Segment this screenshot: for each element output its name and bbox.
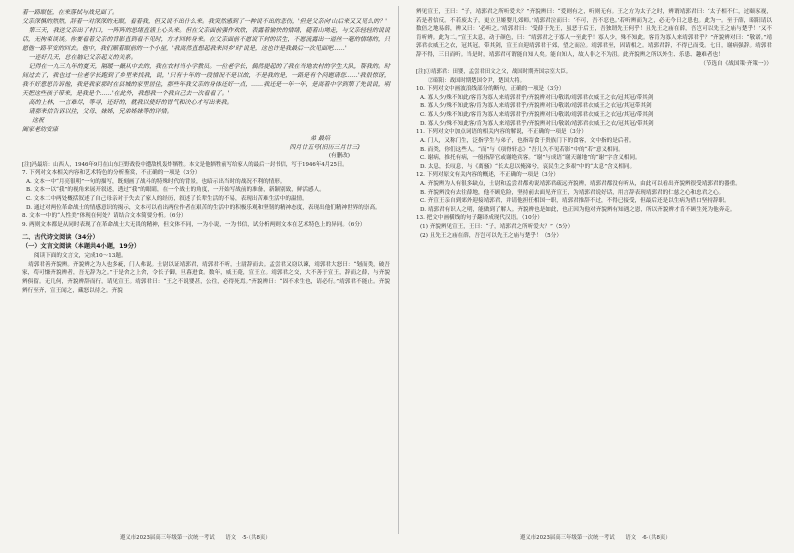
- question-7-option-a: A. 文本一中“月亮很明”一句的描写，既刻画了战斗的特殊时代的背景，也暗示出当时的战况不利的情形。: [26, 178, 286, 185]
- question-10-option-b: B. 寡人少/殊不知此客/肯为寡人来靖郭君乎/齐貌辨对曰/敬诺/靖郭君衣威王之衣冠/其冠带其剑: [420, 103, 652, 110]
- question-11-option-b: B. 而类，你们这些人。“而”与《项脊轩志》“吾儿久不见若影”中的“若”意义相同。: [420, 146, 624, 153]
- subsection-title: （一）文言文阅读（本题共4小题，19分）: [22, 243, 141, 251]
- letter-line: 着一路眼怔，在来落拭与战兄面了。: [22, 9, 119, 16]
- question-7-stem: 7. 下列对文本相关内容和艺术特色的分析鉴赏，不正确的一项是（3分）: [22, 170, 201, 176]
- question-10-stem: 10. 下列对文中画波浪线部分的断句，正确的一项是（3分）: [416, 85, 565, 92]
- letter-paragraph: 记得在一九三九年的夏天，隔暖一撮从中去的，我在农村当小学教员。一位老学长，偶然提起的了我在当地农村的学生大队，帮我的。时间过去了，我也过一位老学长跑到了乡里来找我，说，'只有十年的一段情况不是以故，不是我的是，一路是有个问题请您……'我很惊讶，我不好意思告诉他，我是我家那时在县城的家里居住，那些年我父亲的身体还好一点，……我还是一年一年，是离着中学到第了先说说，明天把这些孩子带来，是我是个……'在此外，我想我一个我自己去一次看看了。': [22, 63, 390, 97]
- right-page: [400, 8, 772, 528]
- source-note: [注]冯最培：山西人，1946年9月在山东巨野战役中遭敌机轰炸牺牲。本文是他牺牲前写给家人的最后一封书信，写于1946年4月25日。: [22, 161, 348, 168]
- question-7-option-c: C. 文本二中两处概括叙述了自己母亲对于失去了家人的经历，叙述了长辈生活的不易，表现出苦难生活中的温情。: [26, 195, 308, 202]
- letter-date: 四月廿五号(旧历三月廿三): [289, 144, 360, 151]
- letter-paragraph: 高的上林，一言难尽，等寻，还好的，就我以使好的胃气和决心才写出来我。: [28, 99, 233, 106]
- question-10-option-c: C. 寡人少/殊不知此/客肯为寡人来靖郭君乎/齐貌辨对曰/敬诺/靖郭君衣威王之衣冠/其冠/带其剑: [420, 111, 654, 118]
- question-7-option-d: D. 通过对两位革命战士的情感意识的揭示，文本可以看出两位作者在艰苦的生活中的积极乐观和坚韧的精神态度，表现出他们精神世界的崇高。: [26, 204, 381, 211]
- page-divider: [398, 6, 399, 534]
- classical-text-continued: 辨见宣王，王曰：“子，靖郭君之所听爱夫？”齐貌辨曰：“爱则有之，听则无有。王之方为太子之时，辨谓靖郭君曰：‘太子相不仁，过颐豕视，若是者信反。不若废太子，更立卫姬婴儿郊师。’靖郭君泣而曰：‘不可，吾不忍也。’若听辨而为之，必无今日之患也。此为一。至于薛，昭阳请以数倍之地易薛，辨又曰：‘必听之。’靖郭君曰：‘受薛于先王，虽恶于后王，吾独谓先王何乎！且先王之庙在薛，吾岂可以先王之庙与楚乎！’又不肯听辨。此为二。”宣王太息，动于颜色，曰：“靖郭君之于寡人一至此乎！寡人少，殊不知此。客肯为寡人来靖郭君乎？”齐貌辨对曰：“敬诺。”靖郭君衣威王之衣，冠其冠，带其剑，宣王自迎靖郭君于郊，望之而泣。靖郭君至，因请相之。靖郭君辞，不得已而受。七日，谢病强辞。靖郭君辞不得，三日而听。当是时，靖郭君可谓能自知人矣。能自知人，故人非之不为沮。此齐貌辨之所以外生、乐患、趣难者也！: [416, 9, 772, 58]
- question-13-item-2: (2) 且先王之庙在薛，吾岂可以先王之庙与楚乎！（5分）: [420, 232, 562, 239]
- question-12-stem: 12. 下列对原文有关内容的概述，不正确的一项是（3分）: [416, 172, 559, 179]
- abridged-note: (有删改): [328, 153, 350, 159]
- question-11-option-a: A. 门人，又称门生，泛指学生与弟子，也指寄食于贵族门下的食客，文中指的是后者。: [420, 137, 635, 144]
- letter-paragraph: 请那来信告诉以往，父母、妹姊，兄弟姊妹等的详情。: [28, 108, 173, 115]
- question-11-option-d: D. 太息，长叹息，与《离骚》“长太息以掩涕兮，哀民生之多艰”中的“太息”含义相同。: [420, 163, 636, 170]
- section-title: 二、古代诗文阅读（34分）: [22, 233, 99, 241]
- question-9: 9. 两则文本都是从同时表现了在革命战士大无畏的精神，但文体不同，一为小说，一为书信，试分析两则文本在艺术特色上的异同。（6分）: [22, 221, 366, 228]
- letter-signature: 弟 最培: [310, 135, 330, 142]
- question-13-stem: 13. 把文中画横线的句子翻译成现代汉语。（10分）: [416, 215, 543, 222]
- annotation-1: [注]①靖郭君：田婴，孟尝君田文之父，战国时期齐国宗室大臣。: [416, 69, 572, 76]
- question-7-option-b: B. 文本一以“我”的视角来展开叙述，透过“我”的眼睛，在一个战士的角度，一开始写战前的准备，新颖别致，鲜活感人。: [26, 187, 325, 194]
- question-8: 8. 文本一中的“人性美”体现在何处？请结合文本简要分析。（6分）: [22, 213, 187, 220]
- reading-intro: 阅读下面的文言文，完成10～13题。: [34, 252, 127, 259]
- classical-text: 靖郭君善齐貌辨。齐貌辨之为人也多疵，门人弗说。士尉以证靖郭君，靖郭君不听，士尉辞而去。孟尝君又窃以谏，靖郭君大怒曰：“刬而类，破吾家，苟可慊齐貌辨者，吾无辞为之。”于是舍之上舍，令长子御，旦暮进食。数年，威王薨，宣王立。靖郭君之交，大不善于宣王，辞而之薛，与齐貌辨俱留。无几何，齐貌辨辞而行，请见宣王。靖郭君曰：“王之不说婴甚，公往，必得死焉。”齐貌辨曰：“固不求生也，请必行。”靖郭君不能止。齐貌辨行至齐，宣王闻之，藏怒以待之。齐貌: [22, 261, 390, 294]
- question-11-option-c: C. 谢病，推托有病，一般指辞官或谢绝宾客。“谢”与成语“谢天谢地”的“谢”字含义相同。: [420, 155, 641, 162]
- left-page: [22, 8, 400, 528]
- question-13-item-1: (1) 齐貌辨见宣王，王曰：“子，靖郭君之所听爱夫？”（5分）: [420, 224, 574, 231]
- question-12-option-c: C. 齐宣王亲自到郊外迎接靖郭君，并请他担任相国一职，靖郭君推辞不过，不得已接受，但最后还是以生病为借口坚持辞职。: [420, 198, 730, 205]
- question-10-option-d: D. 寡人少/殊不知此客/肯为寡人来靖郭君乎/齐貌辨对曰/敬诺/靖郭君衣威王之衣/冠其冠/带其剑: [420, 120, 654, 127]
- letter-line: 父亲深惧的熬熬，辞着一对深深的无眼，看着我，但又说不出什么来。我突然感到了一种说不出的悲伤，'但是父亲向'山后来又又见么的？': [22, 18, 387, 25]
- letter-paragraph: 一连好几天，总在脑记父亲起义的关系。: [28, 54, 137, 61]
- question-11-stem: 11. 下列对文中加点词语的相关内容的解说，不正确的一项是（3分）: [416, 129, 587, 136]
- text-source: （节选自《战国策·齐策一》）: [700, 60, 772, 67]
- question-12-option-b: B. 齐貌辨没有去往薛地，他不顾危险，坚持前去面见齐宣王，为靖郭君说好话，用言辞表现靖郭君的仁慈之心和忠君之心。: [420, 189, 725, 196]
- annotation-2: ②昭阳：战国时期楚国令尹，楚国大将。: [428, 77, 526, 84]
- letter-paragraph: 第三天，我送父亲出了村口，一阵阵的思绪直涌上心头来。但在父亲面前强作欢欣，表露着愉快的情绪，随着山坳走，与父亲轻轻的说说话，无拘束谈谈。你要看着父亲的背影直到看不见时，方才回转身来。在父亲面前不愿说下封的话生，不愿流露出一道丝一毫的情绪的，只愿他一路平安的回去。他中，我们顺着眼前的一个小屋，'我离然直想起我来回乡'时'说是，这也许是我最后一次见面吧……': [22, 27, 390, 52]
- question-12-option-a: A. 齐貌辨为人有很多缺点，士尉和孟尝君都劝说靖郭君疏远齐貌辨，靖郭君都没有听从，由此可以看出齐貌辨很受靖郭君的器重。: [420, 181, 741, 188]
- page-footer-right: 遵义市2023届高三年级第一次统一考试 语文 ·6·（共8页）: [520, 535, 671, 541]
- page-footer-left: 遵义市2023届高三年级第一次统一考试 语文 ·5·（共8页）: [120, 535, 271, 541]
- question-10-option-a: A. 寡人少/殊不知此/客肯为寡人来靖郭君乎/齐貌辨对曰/敬诺/靖郭君衣威王之衣/冠其冠/带其剑: [420, 94, 654, 101]
- letter-greeting: 阖家老幼安康: [22, 126, 59, 133]
- question-12-option-d: D. 靖郭君有识人之明，能做到了解人。齐貌辨也是如此，也正因为他对齐貌辨有知遇之恩，所以齐貌辨才肯不顾生死为他奔走。: [420, 206, 736, 213]
- letter-sign-off: 这祝: [32, 117, 45, 124]
